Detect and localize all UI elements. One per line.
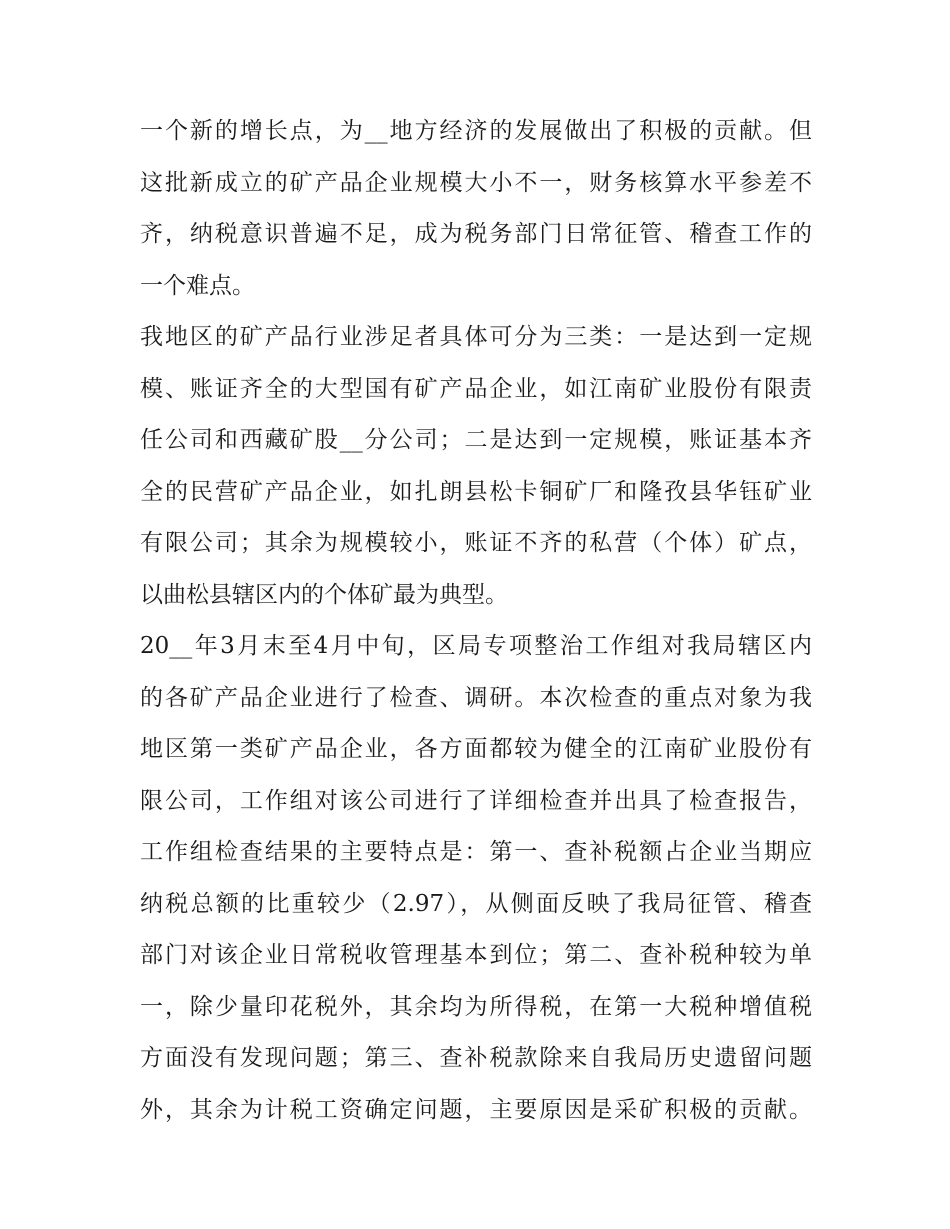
text-line: 地区第一类矿产品企业，各方面都较为健全的江南矿业股份有 (140, 736, 812, 762)
text-line: 一个难点。 (140, 272, 255, 299)
text-line: 一个新的增长点，为__地方经济的发展做出了积极的贡献。但 (140, 118, 812, 144)
text-line: 我地区的矿产品行业涉足者具体可分为三类：一是达到一定规 (140, 324, 812, 350)
text-line: 有限公司；其余为规模较小，账证不齐的私营（个体）矿点， (140, 530, 812, 556)
text-line: 以曲松县辖区内的个体矿最为典型。 (140, 581, 508, 608)
text-line: 部门对该企业日常税收管理基本到位；第二、查补税种较为单 (140, 942, 812, 968)
text-line: 方面没有发现问题；第三、查补税款除来自我局历史遗留问题 (140, 1045, 812, 1071)
text-line: 20__年3月末至4月中旬，区局专项整治工作组对我局辖区内 (140, 633, 812, 659)
text-line: 任公司和西藏矿股__分公司；二是达到一定规模，账证基本齐 (140, 427, 812, 453)
text-line: 限公司，工作组对该公司进行了详细检查并出具了检查报告， (140, 787, 812, 814)
text-line: 纳税总额的比重较少（2.97），从侧面反映了我局征管、稽查 (140, 890, 812, 917)
text-line: 齐，纳税意识普遍不足，成为税务部门日常征管、稽查工作的 (140, 221, 812, 247)
document-body-text (140, 106, 812, 1136)
text-line: 模、账证齐全的大型国有矿产品企业，如江南矿业股份有限责 (140, 375, 812, 402)
text-line: 的各矿产品企业进行了检查、调研。本次检查的重点对象为我 (140, 684, 812, 711)
text-line: 外，其余为计税工资确定问题，主要原因是采矿积极的贡献。 (140, 1096, 812, 1123)
text-line: 这批新成立的矿产品企业规模大小不一，财务核算水平参差不 (140, 169, 812, 196)
text-line: 全的民营矿产品企业，如扎朗县松卡铜矿厂和隆孜县华钰矿业 (140, 478, 812, 505)
text-line: 工作组检查结果的主要特点是：第一、查补税额占企业当期应 (140, 839, 812, 865)
text-line: 一，除少量印花税外，其余均为所得税，在第一大税种增值税 (140, 993, 812, 1020)
